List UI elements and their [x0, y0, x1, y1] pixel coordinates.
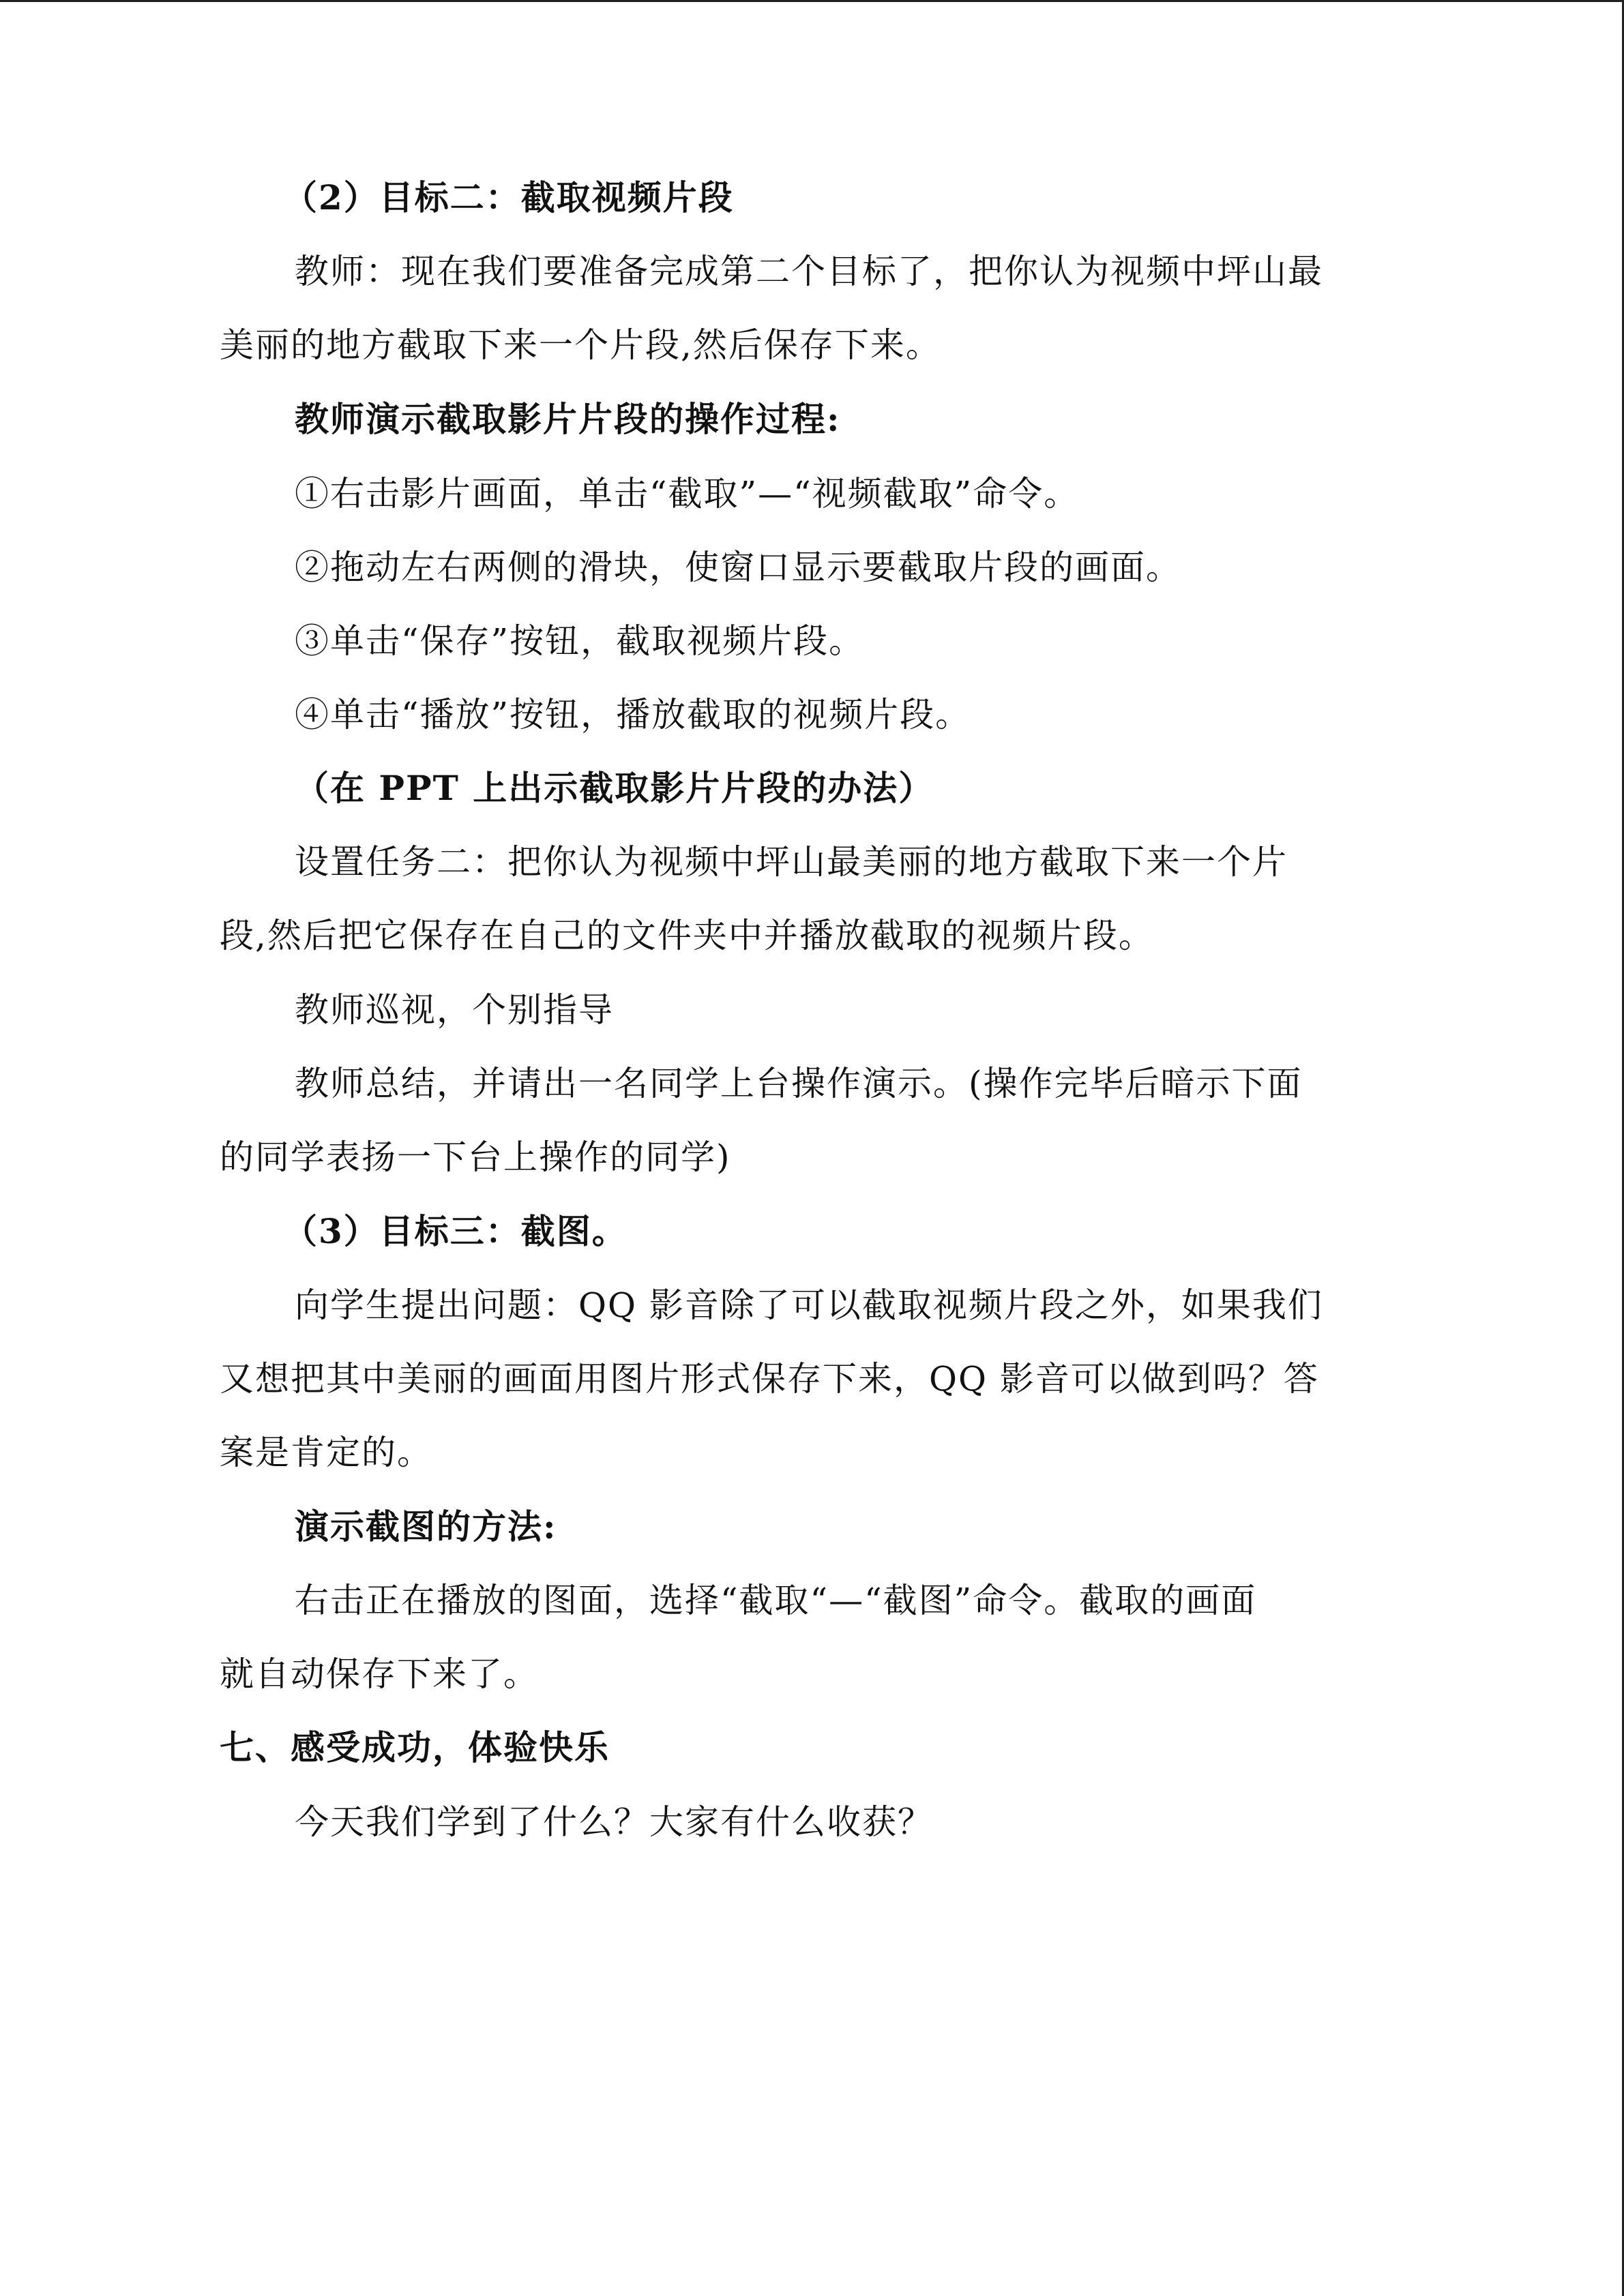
question-line-2: 又想把其中美丽的画面用图片形式保存下来，QQ 影音可以做到吗？答 — [220, 1359, 1319, 1399]
paragraph-1-line-1: 教师：现在我们要准备完成第二个目标了，把你认为视频中坪山最 — [295, 252, 1323, 291]
task-2-line-1: 设置任务二：把你认为视频中坪山最美丽的地方截取下来一个片 — [295, 842, 1288, 882]
summary-line-2: 的同学表扬一下台上操作的同学) — [220, 1137, 731, 1177]
step-1: ①右击影片画面，单击“截取”—“视频截取”命令。 — [295, 474, 1080, 513]
method-line-2: 就自动保存下来了。 — [220, 1654, 539, 1694]
step-3: ③单击“保存”按钮，截取视频片段。 — [295, 621, 865, 661]
paragraph-1-line-2: 美丽的地方截取下来一个片段,然后保存下来。 — [220, 325, 941, 365]
page-border-top — [0, 0, 1624, 2]
question-line-3: 案是肯定的。 — [220, 1433, 432, 1472]
summary-line-1: 教师总结，并请出一名同学上台操作演示。(操作完毕后暗示下面 — [295, 1064, 1303, 1103]
task-2-line-2: 段,然后把它保存在自己的文件夹中并播放截取的视频片段。 — [220, 916, 1154, 955]
question-line-1: 向学生提出问题：QQ 影音除了可以截取视频片段之外，如果我们 — [295, 1285, 1323, 1325]
screenshot-method-heading: 演示截图的方法: — [295, 1506, 557, 1547]
patrol-line: 教师巡视，个别指导 — [295, 990, 614, 1030]
closing-question: 今天我们学到了什么？大家有什么收获？ — [295, 1802, 933, 1842]
heading-goal-3: （3）目标三：截图。 — [283, 1211, 628, 1251]
section-7-heading: 七、感受成功，体验快乐 — [220, 1727, 610, 1768]
step-4: ④单击“播放”按钮，播放截取的视频片段。 — [295, 695, 971, 734]
heading-goal-2: （2）目标二：截取视频片段 — [283, 177, 734, 218]
method-line-1: 右击正在播放的图面，选择“截取“—“截图”命令。截取的画面 — [295, 1581, 1257, 1620]
demo-heading: 教师演示截取影片片段的操作过程: — [295, 399, 841, 439]
ppt-note: （在 PPT 上出示截取影片片段的办法） — [295, 768, 934, 808]
step-2: ②拖动左右两侧的滑块，使窗口显示要截取片段的画面。 — [295, 548, 1181, 587]
